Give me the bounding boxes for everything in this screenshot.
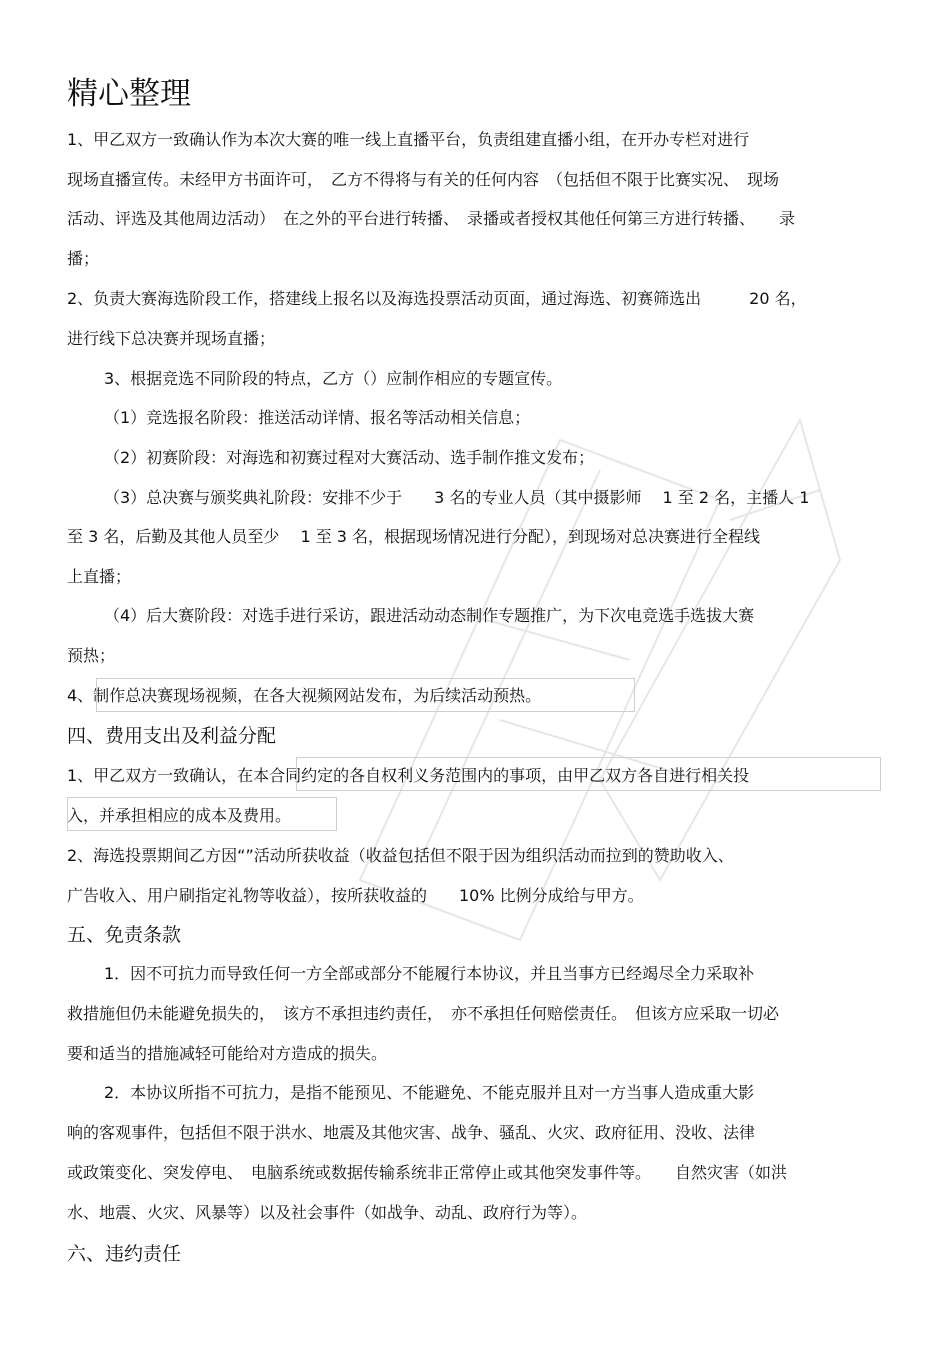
- paragraph-line: （3）总决赛与颁奖典礼阶段：安排不少于 3 名的专业人员（其中摄影师 1 至 2 名，主播人 1: [104, 488, 810, 507]
- paragraph-line: 1、甲乙双方一致确认作为本次大赛的唯一线上直播平台，负责组建直播小组，在开办专栏对进行: [67, 130, 750, 149]
- paragraph-line: 响的客观事件，包括但不限于洪水、地震及其他灾害、战争、骚乱、火灾、政府征用、没收、法律: [67, 1123, 756, 1142]
- paragraph-line: 2、海选投票期间乙方因“”活动所获收益（收益包括但不限于因为组织活动而拉到的赞助收入、: [67, 846, 734, 865]
- section-heading: 六、违约责任: [67, 1243, 182, 1265]
- page-title: 精心整理: [67, 76, 191, 112]
- paragraph-line: 活动、评选及其他周边活动） 在之外的平台进行转播、 录播或者授权其他任何第三方进行转播、 录: [67, 209, 796, 228]
- paragraph-line: 2．本协议所指不可抗力，是指不能预见、不能避免、不能克服并且对一方当事人造成重大影: [104, 1083, 755, 1102]
- paragraph-line: 上直播；: [67, 567, 132, 586]
- paragraph-line: 现场直播宣传。未经甲方书面许可， 乙方不得将与有关的任何内容 （包括但不限于比赛实况、 现场: [67, 170, 780, 189]
- section-heading: 五、免责条款: [67, 924, 182, 946]
- paragraph-line: 播；: [67, 249, 100, 268]
- paragraph-line: （2）初赛阶段：对海选和初赛过程对大赛活动、选手制作推文发布；: [104, 448, 595, 467]
- paragraph-line: 进行线下总决赛并现场直播；: [67, 329, 276, 348]
- paragraph-line: 4、制作总决赛现场视频，在各大视频网站发布，为后续活动预热。: [67, 686, 542, 705]
- paragraph-line: 2、负责大赛海选阶段工作，搭建线上报名以及海选投票活动页面，通过海选、初赛筛选出 20 名，: [67, 289, 807, 308]
- paragraph-line: （4）后大赛阶段：对选手进行采访，跟进活动动态制作专题推广，为下次电竞选手选拔大赛: [104, 606, 755, 625]
- paragraph-line: 广告收入、用户刷指定礼物等收益），按所获收益的 10% 比例分成给与甲方。: [67, 886, 644, 905]
- paragraph-line: 至 3 名，后勤及其他人员至少 1 至 3 名，根据现场情况进行分配），到现场对总决赛进行全程线: [67, 527, 761, 546]
- paragraph-line: 或政策变化、突发停电、 电脑系统或数据传输系统非正常停止或其他突发事件等。 自然灾害（如洪: [67, 1163, 788, 1182]
- paragraph-line: 3、根据竞选不同阶段的特点，乙方（）应制作相应的专题宣传。: [104, 369, 563, 388]
- paragraph-line: 1、甲乙双方一致确认，在本合同约定的各自权利义务范围内的事项，由甲乙双方各自进行相关投: [67, 766, 750, 785]
- section-heading: 四、费用支出及利益分配: [67, 725, 277, 747]
- paragraph-line: 1．因不可抗力而导致任何一方全部或部分不能履行本协议，并且当事方已经竭尽全力采取补: [104, 964, 755, 983]
- paragraph-line: 救措施但仍未能避免损失的， 该方不承担违约责任， 亦不承担任何赔偿责任。 但该方应采取一切必: [67, 1004, 780, 1023]
- paragraph-line: 预热；: [67, 646, 116, 665]
- paragraph-line: 要和适当的措施减轻可能给对方造成的损失。: [67, 1044, 388, 1063]
- paragraph-line: 水、地震、火灾、风暴等）以及社会事件（如战争、动乱、政府行为等）。: [67, 1203, 588, 1222]
- paragraph-line: （1）竞选报名阶段：推送活动详情、报名等活动相关信息；: [104, 408, 531, 427]
- paragraph-line: 入，并承担相应的成本及费用。: [67, 806, 292, 825]
